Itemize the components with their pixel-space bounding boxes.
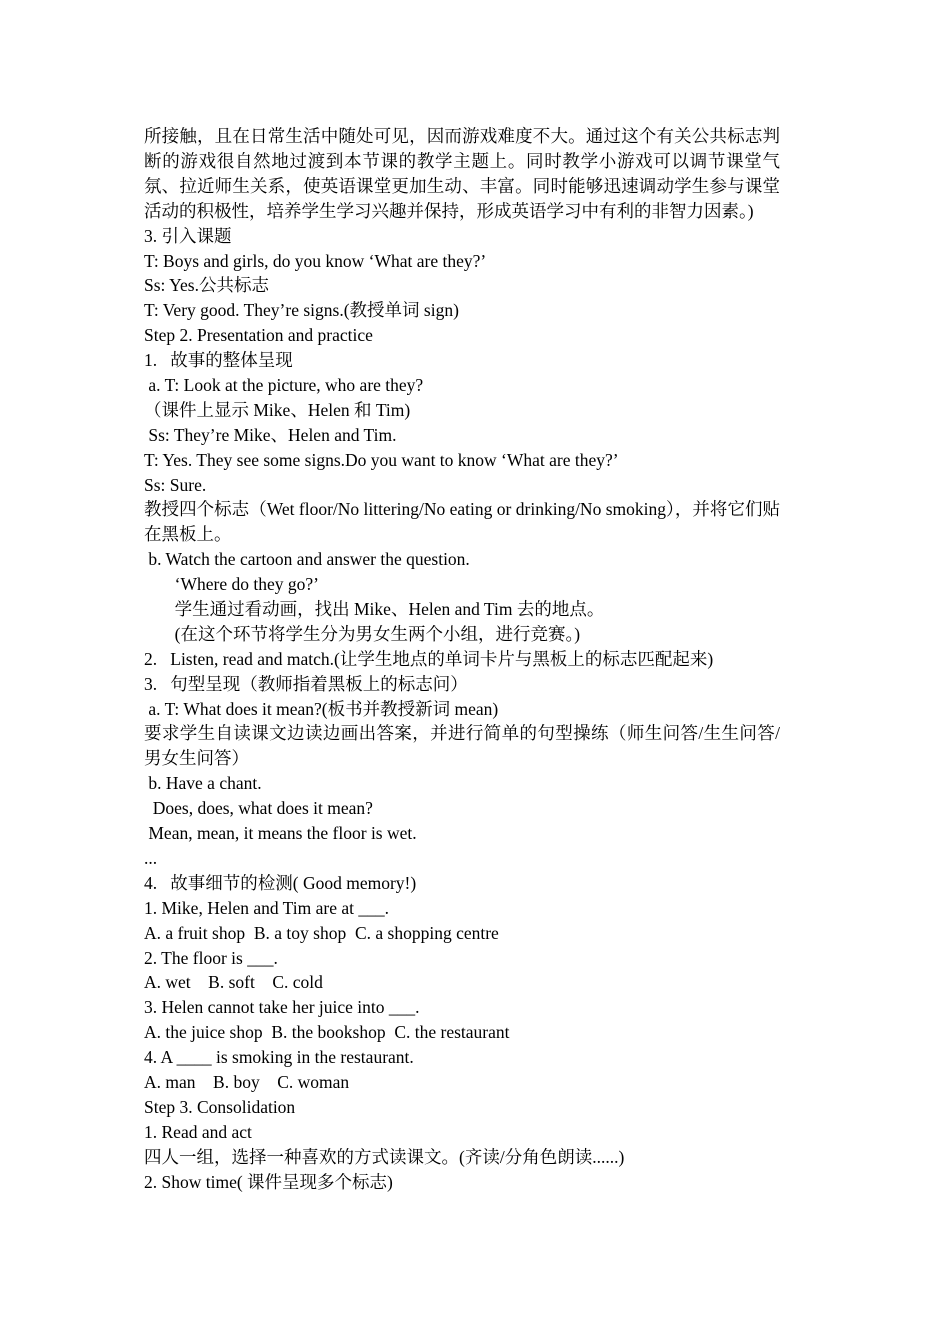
text-line: T: Boys and girls, do you know ‘What are they?’ — [144, 250, 487, 271]
quiz-question: 3. Helen cannot take her juice into ___. — [144, 997, 420, 1018]
text-line: 2. Listen, read and match.(让学生地点的单词卡片与黑板上的标志匹配起来) — [144, 648, 714, 669]
teach-signs-paragraph: 教授四个标志（Wet floor/No littering/No eating or drinking/No smoking），并将它们贴在黑板上。 — [144, 499, 780, 545]
text-line: Ss: They’re Mike、Helen and Tim. — [144, 424, 397, 445]
text-line: 1. Read and act — [144, 1121, 252, 1142]
text-line: （课件上显示 Mike、Helen 和 Tim) — [144, 399, 411, 420]
text-line: 四人一组，选择一种喜欢的方式读课文。(齐读/分角色朗读......) — [144, 1146, 625, 1167]
text-line: T: Yes. They see some signs.Do you want to know ‘What are they?’ — [144, 449, 619, 470]
quiz-options: A. a fruit shop B. a toy shop C. a shopping centre — [144, 922, 499, 943]
text-line: ‘Where do they go?’ — [144, 574, 319, 595]
intro-paragraph: 所接触，且在日常生活中随处可见，因而游戏难度不大。通过这个有关公共标志判断的游戏很自然地过渡到本节课的教学主题上。同时教学小游戏可以调节课堂气氛、拉近师生关系，使英语课堂更加生动、丰富。同时能够迅速调动学生参与课堂活动的积极性，培养学生学习兴趣并保持，形成英语学习中有利的非智力因素。) — [144, 126, 780, 221]
section-heading: Step 3. Consolidation — [144, 1096, 296, 1117]
section-heading: Step 2. Presentation and practice — [144, 325, 373, 346]
text-line: b. Watch the cartoon and answer the question. — [144, 549, 470, 570]
quiz-options: A. man B. boy C. woman — [144, 1071, 350, 1092]
text-line: 学生通过看动画，找出 Mike、Helen and Tim 去的地点。 — [144, 599, 605, 620]
quiz-question: 1. Mike, Helen and Tim are at ___. — [144, 897, 389, 918]
text-line: a. T: Look at the picture, who are they? — [144, 374, 424, 395]
text-line: 2. Show time( 课件呈现多个标志) — [144, 1171, 393, 1192]
quiz-options: A. wet B. soft C. cold — [144, 972, 323, 993]
text-line: T: Very good. They’re signs.(教授单词 sign) — [144, 300, 459, 321]
text-line: 3. 引入课题 — [144, 225, 232, 246]
read-paragraph: 要求学生自读课文边读边画出答案，并进行简单的句型操练（师生问答/生生问答/男女生问答） — [144, 723, 780, 769]
quiz-question: 2. The floor is ___. — [144, 947, 278, 968]
quiz-question: 4. A ____ is smoking in the restaurant. — [144, 1047, 414, 1068]
text-line: Does, does, what does it mean? — [144, 798, 373, 819]
text-line: 4. 故事细节的检测( Good memory!) — [144, 872, 417, 893]
text-line: a. T: What does it mean?(板书并教授新词 mean) — [144, 698, 499, 719]
text-line: (在这个环节将学生分为男女生两个小组，进行竞赛。) — [144, 623, 581, 644]
text-line: b. Have a chant. — [144, 773, 262, 794]
text-line: 1. 故事的整体呈现 — [144, 350, 293, 371]
text-line: 3. 句型呈现（教师指着黑板上的标志问） — [144, 673, 468, 694]
text-line: Mean, mean, it means the floor is wet. — [144, 823, 417, 844]
lesson-plan-text — [144, 124, 780, 1194]
text-line: Ss: Yes.公共标志 — [144, 275, 269, 296]
text-line: ... — [144, 847, 158, 868]
text-line: Ss: Sure. — [144, 474, 207, 495]
quiz-options: A. the juice shop B. the bookshop C. the restaurant — [144, 1022, 510, 1043]
